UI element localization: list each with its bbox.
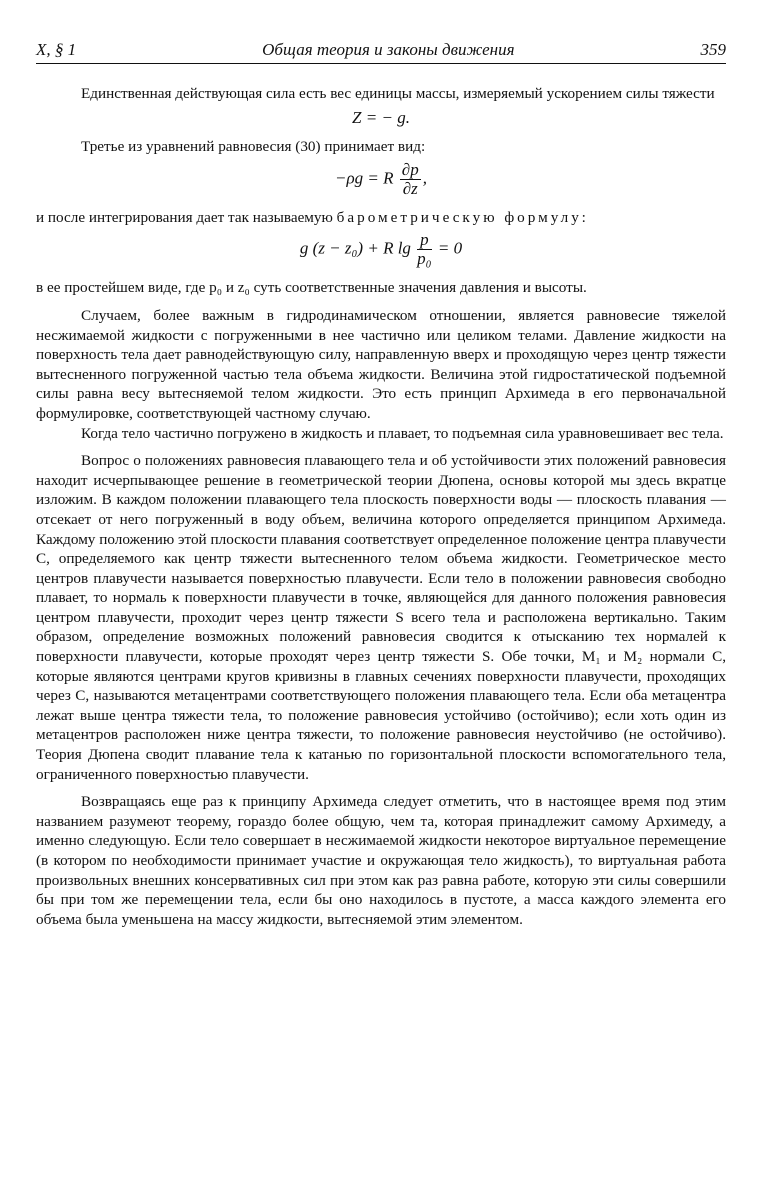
fraction-denominator: p₀ <box>417 249 432 269</box>
formula-barometric <box>36 231 726 268</box>
page-number: 359 <box>700 40 726 59</box>
formula-lhs: −ρg = R <box>335 168 394 188</box>
paragraph: Когда тело частично погружено в жидкость и плавает, то подъемная сила уравновешивает вес тела. <box>81 424 724 442</box>
formula-equilibrium <box>36 161 726 198</box>
fraction-denominator: ∂z <box>402 178 418 198</box>
paragraph: Единственная действующая сила есть вес единицы массы, измеряемый ускорением силы тяжести <box>81 85 715 102</box>
formula-lhs: g (z − z₀) + R lg <box>299 238 411 258</box>
paragraph: Случаем, более важным в гидродинамическом отношении, является равновесие тяжелой несжимаемой жидкости с погруженными в нее частично или целиком телами. Давление жидкости на поверхность тела дает равнодействующую силу, направленную вверх и проходящую через центр тяжести вытесненного погруженной частью тела объема жидкости. Величина этой гидростатической подъемной силы равна весу вытесняемой телом жидкости. Это есть принцип Архимеда в его первоначальной формулировке, соответствующей частному случаю. <box>36 306 726 422</box>
section-ref: X, § 1 <box>36 40 77 59</box>
spaced-term: барометрическую формулу: <box>336 208 589 226</box>
paragraph: Третье из уравнений равновесия (30) принимает вид: <box>81 138 426 156</box>
running-title: Общая теория и законы движения <box>262 40 515 59</box>
formula-end: = 0 <box>437 238 463 258</box>
page <box>36 40 726 929</box>
fraction-numerator: ∂p <box>401 159 419 179</box>
fraction <box>417 231 431 268</box>
fraction-numerator: p <box>417 231 431 250</box>
formula-gravity: Z = − g. <box>352 107 410 127</box>
paragraph: Вопрос о положениях равновесия плавающего тела и об устойчивости этих положений равновесия находит исчерпывающее решение в геометрической теории Дюпена, основы которой мы здесь вкратце изложим. В каждом положении плавающего тела плоскость поверхности воды — плоскость плавания — отсекает от него погруженный в воду объем, величина которого определяется принципом Архимеда. Каждому положению этой плоскости плавания соответствует определенное положение центра плавучести C, определяемого как центр тяжести вытесненного телом объема жидкости. Геометрическое место центров плавучести называется поверхностью плавучести. Если тело в положении равновесия свободно плавает, то нормаль к поверхности плавучести в точке, являющейся для данного положения равновесия центром плавучести, проходит через центр тяжести S всего тела и расположена вертикально. Таким образом, определение возможных положений равновесия сводится к отысканию тех нормалей к поверхности плавучести, которые проходят через центр тяжести S. Обе точки, M₁ и M₂ нормали C, которые являются центрами кругов кривизны в главных сечениях поверхности плавучести, проходящих через C, называются метацентрами соответствующего положения плавающего тела. Если оба метацентра лежат выше центра тяжести тела, то положение равновесия устойчиво (остойчиво); если хоть один из метацентров расположен ниже центра тяжести, то положение равновесия неустойчиво (не остойчиво). Теория Дюпена сводит плавание тела к катанью по горизонтальной плоскости вспомогательного тела, ограниченного поверхностью плавучести. <box>36 452 726 783</box>
fraction <box>400 161 421 198</box>
running-header <box>36 40 726 64</box>
formula-end: , <box>422 168 427 188</box>
body-text <box>36 84 726 929</box>
paragraph <box>36 208 726 228</box>
paragraph: Возвращаясь еще раз к принципу Архимеда следует отметить, что в настоящее время под этим названием разумеют теорему, гораздо более общую, чем та, которая принадлежит самому Архимеду, а именно следующую. Если тело совершает в несжимаемой жидкости некоторое виртуальное перемещение (в котором по необходимости принимает участие и окружающая тело жидкость), то виртуальная работа произвольных внешних консервативных сил при этом как раз равна работе, которую эти силы совершили бы при том же перемещении тела, если бы оно находилось в пустоте, а масса каждого элемента его объема была уменьшена на массу жидкости, вытесняемой этим элементом. <box>36 793 726 928</box>
paragraph: в ее простейшем виде, где p₀ и z₀ суть соответственные значения давления и высоты. <box>36 279 587 297</box>
paragraph-text: и после интегрирования дает так называемую <box>36 208 333 226</box>
